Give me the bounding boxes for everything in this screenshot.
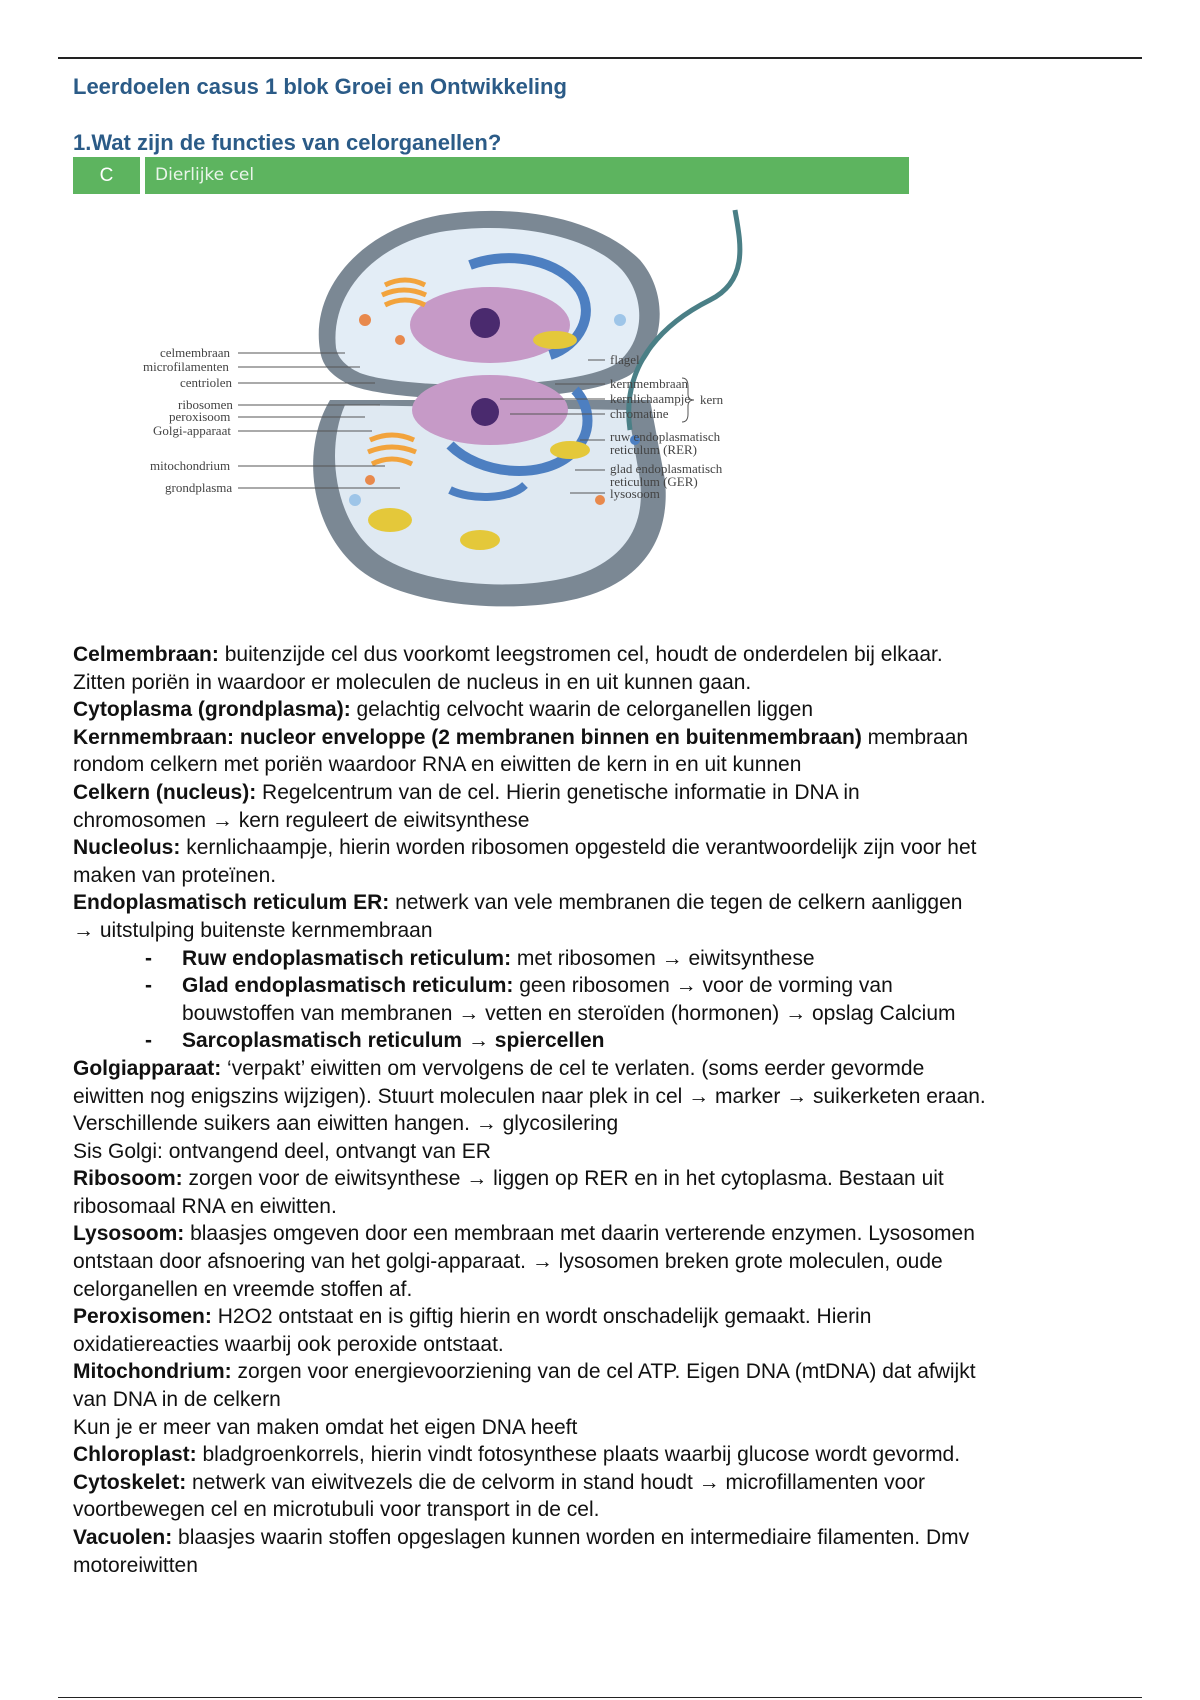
text-line <box>73 917 1148 945</box>
figure-tag: C <box>73 157 140 194</box>
mitochondrion-4 <box>460 530 500 550</box>
label-mitochondrium: mitochondrium <box>150 458 231 473</box>
text-line <box>73 1469 1148 1497</box>
description: → uitstulping buitenste kernmembraan <box>73 918 433 942</box>
text-line <box>73 1193 1148 1221</box>
text-line <box>73 1248 1148 1276</box>
mitochondrion-1 <box>533 331 577 349</box>
term: Chloroplast: <box>73 1443 197 1467</box>
page-heading: Leerdoelen casus 1 blok Groei en Ontwikkeling <box>73 74 567 99</box>
term: Golgiapparaat: <box>73 1056 222 1080</box>
description: blaasjes omgeven door een membraan met daarin verterende enzymen. Lysosomen <box>184 1222 975 1246</box>
text-line <box>73 1165 1148 1193</box>
nucleolus-lower <box>471 398 499 426</box>
description: celorganellen en vreemde stoffen af. <box>73 1277 413 1301</box>
label-flagel: flagel <box>610 352 640 367</box>
text-line <box>73 1055 1148 1083</box>
term: Cytoskelet: <box>73 1470 187 1494</box>
text-line <box>73 862 1148 890</box>
description: eiwitten nog enigszins wijzigen). Stuurt moleculen naar plek in cel → marker → suikerketen eraan. <box>73 1084 986 1108</box>
text-line <box>73 669 1148 697</box>
text-line <box>73 1496 1148 1524</box>
term: Nucleolus: <box>73 836 181 860</box>
label-centriolen: centriolen <box>180 375 232 390</box>
text-line <box>73 1110 1148 1138</box>
term: Mitochondrium: <box>73 1360 232 1384</box>
term: Cytoplasma (grondplasma): <box>73 698 351 722</box>
text-line <box>73 779 1148 807</box>
text-line <box>73 1331 1148 1359</box>
description: Zitten poriën in waardoor er moleculen de nucleus in en uit kunnen gaan. <box>73 670 752 694</box>
text-line <box>73 1386 1148 1414</box>
term: Kernmembraan: nucleor enveloppe (2 membranen binnen en buitenmembraan) <box>73 725 862 749</box>
term: Endoplasmatisch reticulum ER: <box>73 891 390 915</box>
description: blaasjes waarin stoffen opgeslagen kunnen worden en intermediaire filamenten. Dmv <box>172 1526 970 1549</box>
term: Ruw endoplasmatisch reticulum: <box>182 946 512 970</box>
organelle-notes <box>73 641 1148 1579</box>
text-line <box>73 1220 1148 1248</box>
description: netwerk van vele membranen die tegen de celkern aanliggen <box>389 891 963 915</box>
description: bouwstoffen van membranen → vetten en steroïden (hormonen) → opslag Calcium <box>182 1001 956 1025</box>
bottom-rule <box>58 1697 1142 1698</box>
description: membraan <box>861 725 969 749</box>
description: van DNA in de celkern <box>73 1388 281 1412</box>
label-kernlichaampje: kernlichaampje <box>610 391 691 406</box>
text-line <box>73 1303 1148 1331</box>
text-line <box>73 1138 1148 1166</box>
term: Peroxisomen: <box>73 1305 212 1329</box>
term: Celmembraan: <box>73 643 219 666</box>
label-celmembraan: celmembraan <box>160 345 231 360</box>
term: Celkern (nucleus): <box>73 780 257 804</box>
term: Sarcoplasmatisch reticulum → spiercellen <box>182 1029 605 1053</box>
text-line <box>73 1524 1148 1552</box>
description: ‘verpakt’ eiwitten om vervolgens de cel te verlaten. (soms eerder gevormde <box>221 1056 925 1080</box>
description: H2O2 ontstaat en is giftig hierin en wordt onschadelijk gemaakt. Hierin <box>211 1305 872 1329</box>
animal-cell-diagram <box>143 200 910 620</box>
bullet-item <box>73 945 1148 973</box>
text-line <box>73 1552 1148 1580</box>
description: Sis Golgi: ontvangend deel, ontvangt van ER <box>73 1139 491 1163</box>
bullet-continuation <box>73 1000 1148 1028</box>
bullet-item <box>73 1027 1148 1055</box>
description: chromosomen → kern reguleert de eiwitsynthese <box>73 808 530 832</box>
bullet-dash: - <box>145 1029 152 1053</box>
label-peroxisoom: peroxisoom <box>169 409 231 424</box>
text-line <box>73 834 1148 862</box>
label-chromatine: chromatine <box>610 406 669 421</box>
text-line <box>73 1358 1148 1386</box>
description: Regelcentrum van de cel. Hierin genetische informatie in DNA in <box>256 780 860 804</box>
text-line <box>73 724 1148 752</box>
description: buitenzijde cel dus voorkomt leegstromen cel, houdt de onderdelen bij elkaar. <box>218 643 943 666</box>
text-line <box>73 641 1148 669</box>
nucleolus-upper <box>470 308 500 338</box>
text-line <box>73 1414 1148 1442</box>
top-rule <box>58 57 1142 59</box>
figure-caption-bar <box>73 157 909 194</box>
label-ger-1: glad endoplasmatisch <box>610 461 723 476</box>
label-grondplasma: grondplasma <box>165 480 233 495</box>
text-line <box>73 807 1148 835</box>
label-rer-1: ruw endoplasmatisch <box>610 429 721 444</box>
description: motoreiwitten <box>73 1553 198 1577</box>
description: maken van proteïnen. <box>73 863 277 887</box>
description: netwerk van eiwitvezels die de celvorm in stand houdt → microfillamenten voor <box>186 1470 926 1494</box>
description: Verschillende suikers aan eiwitten hangen. → glycosilering <box>73 1112 619 1136</box>
text-line <box>73 1276 1148 1304</box>
mitochondrion-2 <box>550 441 590 459</box>
description: ribosomaal RNA en eiwitten. <box>73 1194 337 1218</box>
label-ribosomen: ribosomen <box>178 397 233 412</box>
description: zorgen voor de eiwitsynthese → liggen op RER en in het cytoplasma. Bestaan uit <box>182 1167 944 1191</box>
bullet-item <box>73 972 1148 1000</box>
label-kern: kern <box>700 392 724 407</box>
description: zorgen voor energievoorziening van de cel ATP. Eigen DNA (mtDNA) dat afwijkt <box>231 1360 976 1384</box>
bullet-dash: - <box>145 974 152 998</box>
term: Vacuolen: <box>73 1526 173 1549</box>
term: Lysosoom: <box>73 1222 185 1246</box>
description: oxidatiereacties waarbij ook peroxide ontstaat. <box>73 1332 504 1356</box>
description: kernlichaampje, hierin worden ribosomen opgesteld die verantwoordelijk zijn voor het <box>180 836 977 860</box>
description: geen ribosomen → voor de vorming van <box>513 974 893 998</box>
label-microfilamenten: microfilamenten <box>143 359 229 374</box>
figure-title: Dierlijke cel <box>145 157 909 194</box>
description: rondom celkern met poriën waardoor RNA en eiwitten de kern in en uit kunnen <box>73 753 802 777</box>
label-rer-2: reticulum (RER) <box>610 442 698 457</box>
question-heading: 1.Wat zijn de functies van celorganellen? <box>73 130 502 155</box>
label-golgi-apparaat: Golgi-apparaat <box>153 423 231 438</box>
description: met ribosomen → eiwitsynthese <box>511 946 815 970</box>
text-line <box>73 751 1148 779</box>
mitochondrion-3 <box>368 508 412 532</box>
label-ger-2: reticulum (GER) <box>610 474 698 489</box>
bullet-dash: - <box>145 946 152 970</box>
description: gelachtig celvocht waarin de celorganellen liggen <box>350 698 814 722</box>
label-kernmembraan: kernmembraan <box>610 376 688 391</box>
text-line <box>73 696 1148 724</box>
term: Ribosoom: <box>73 1167 183 1191</box>
text-line <box>73 889 1148 917</box>
description: Kun je er meer van maken omdat het eigen DNA heeft <box>73 1415 578 1439</box>
label-lysosoom: lysosoom <box>610 486 660 501</box>
cell-illustration <box>150 200 910 620</box>
text-line <box>73 1083 1148 1111</box>
description: bladgroenkorrels, hierin vindt fotosynthese plaats waarbij glucose wordt gevormd. <box>196 1443 961 1467</box>
description: ontstaan door afsnoering van het golgi-apparaat. → lysosomen breken grote moleculen, oude <box>73 1250 943 1274</box>
description: voortbewegen cel en microtubuli voor transport in de cel. <box>73 1498 600 1522</box>
term: Glad endoplasmatisch reticulum: <box>182 974 514 998</box>
text-line <box>73 1441 1148 1469</box>
